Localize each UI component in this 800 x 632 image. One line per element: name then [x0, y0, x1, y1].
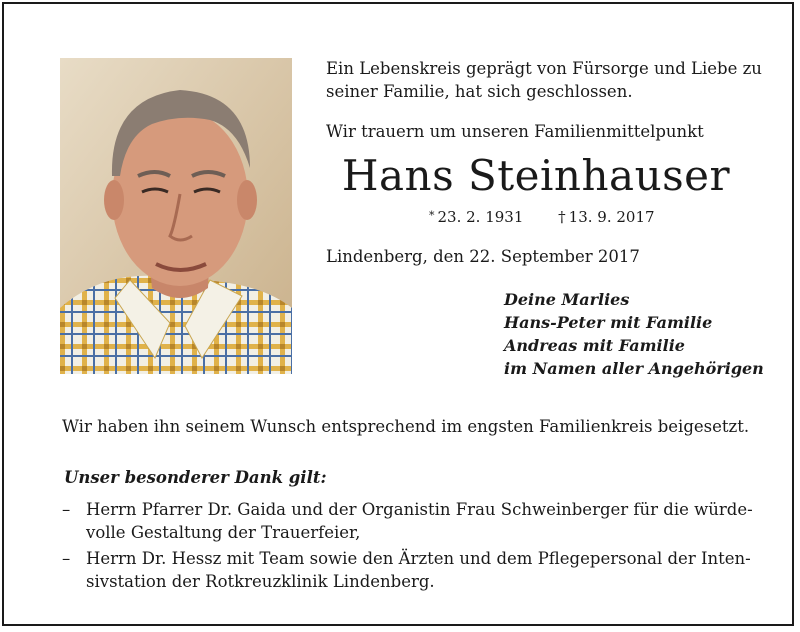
signer: im Namen aller Angehörigen	[504, 359, 764, 378]
death-date: 13. 9. 2017	[568, 208, 655, 226]
death-cross-icon: †	[558, 208, 566, 226]
birth-star-icon: *	[429, 209, 435, 222]
signer: Deine Marlies	[504, 290, 630, 309]
list-item	[62, 498, 753, 544]
list-item-line-2: volle Gestaltung der Trauerfeier,	[86, 523, 361, 542]
list-item-line-1: Herrn Pfarrer Dr. Gaida und der Organistin Frau Schweinberger für die würde-	[86, 500, 753, 519]
list-item-line-2: sivstation der Rotkreuzklinik Lindenberg.	[86, 572, 435, 591]
portrait-illustration	[60, 58, 292, 374]
intro-line-2: seiner Familie, hat sich geschlossen.	[326, 82, 633, 101]
list-item	[62, 547, 753, 593]
place-date: Lindenberg, den 22. September 2017	[326, 247, 640, 266]
mourning-line: Wir trauern um unseren Familienmittelpunkt	[326, 122, 704, 141]
list-item-line-1: Herrn Dr. Hessz mit Team sowie den Ärzten und dem Pflegepersonal der Inten-	[86, 549, 751, 568]
dash-bullet: –	[62, 500, 71, 519]
obituary-frame	[2, 2, 794, 626]
intro-text	[326, 57, 762, 103]
thanks-list	[62, 498, 753, 596]
intro-line-1: Ein Lebenskreis geprägt von Fürsorge und Liebe zu	[326, 59, 762, 78]
dash-bullet: –	[62, 549, 71, 568]
signer: Andreas mit Familie	[504, 336, 685, 355]
birth-date: 23. 2. 1931	[437, 208, 524, 226]
burial-note: Wir haben ihn seinem Wunsch entsprechend im engsten Familienkreis beigesetzt.	[62, 417, 750, 436]
portrait-photo	[60, 58, 292, 374]
signers-list	[504, 288, 764, 380]
life-dates	[429, 205, 655, 228]
signer: Hans-Peter mit Familie	[504, 313, 713, 332]
thanks-heading: Unser besonderer Dank gilt:	[64, 468, 327, 487]
deceased-name: Hans Steinhauser	[341, 151, 731, 200]
